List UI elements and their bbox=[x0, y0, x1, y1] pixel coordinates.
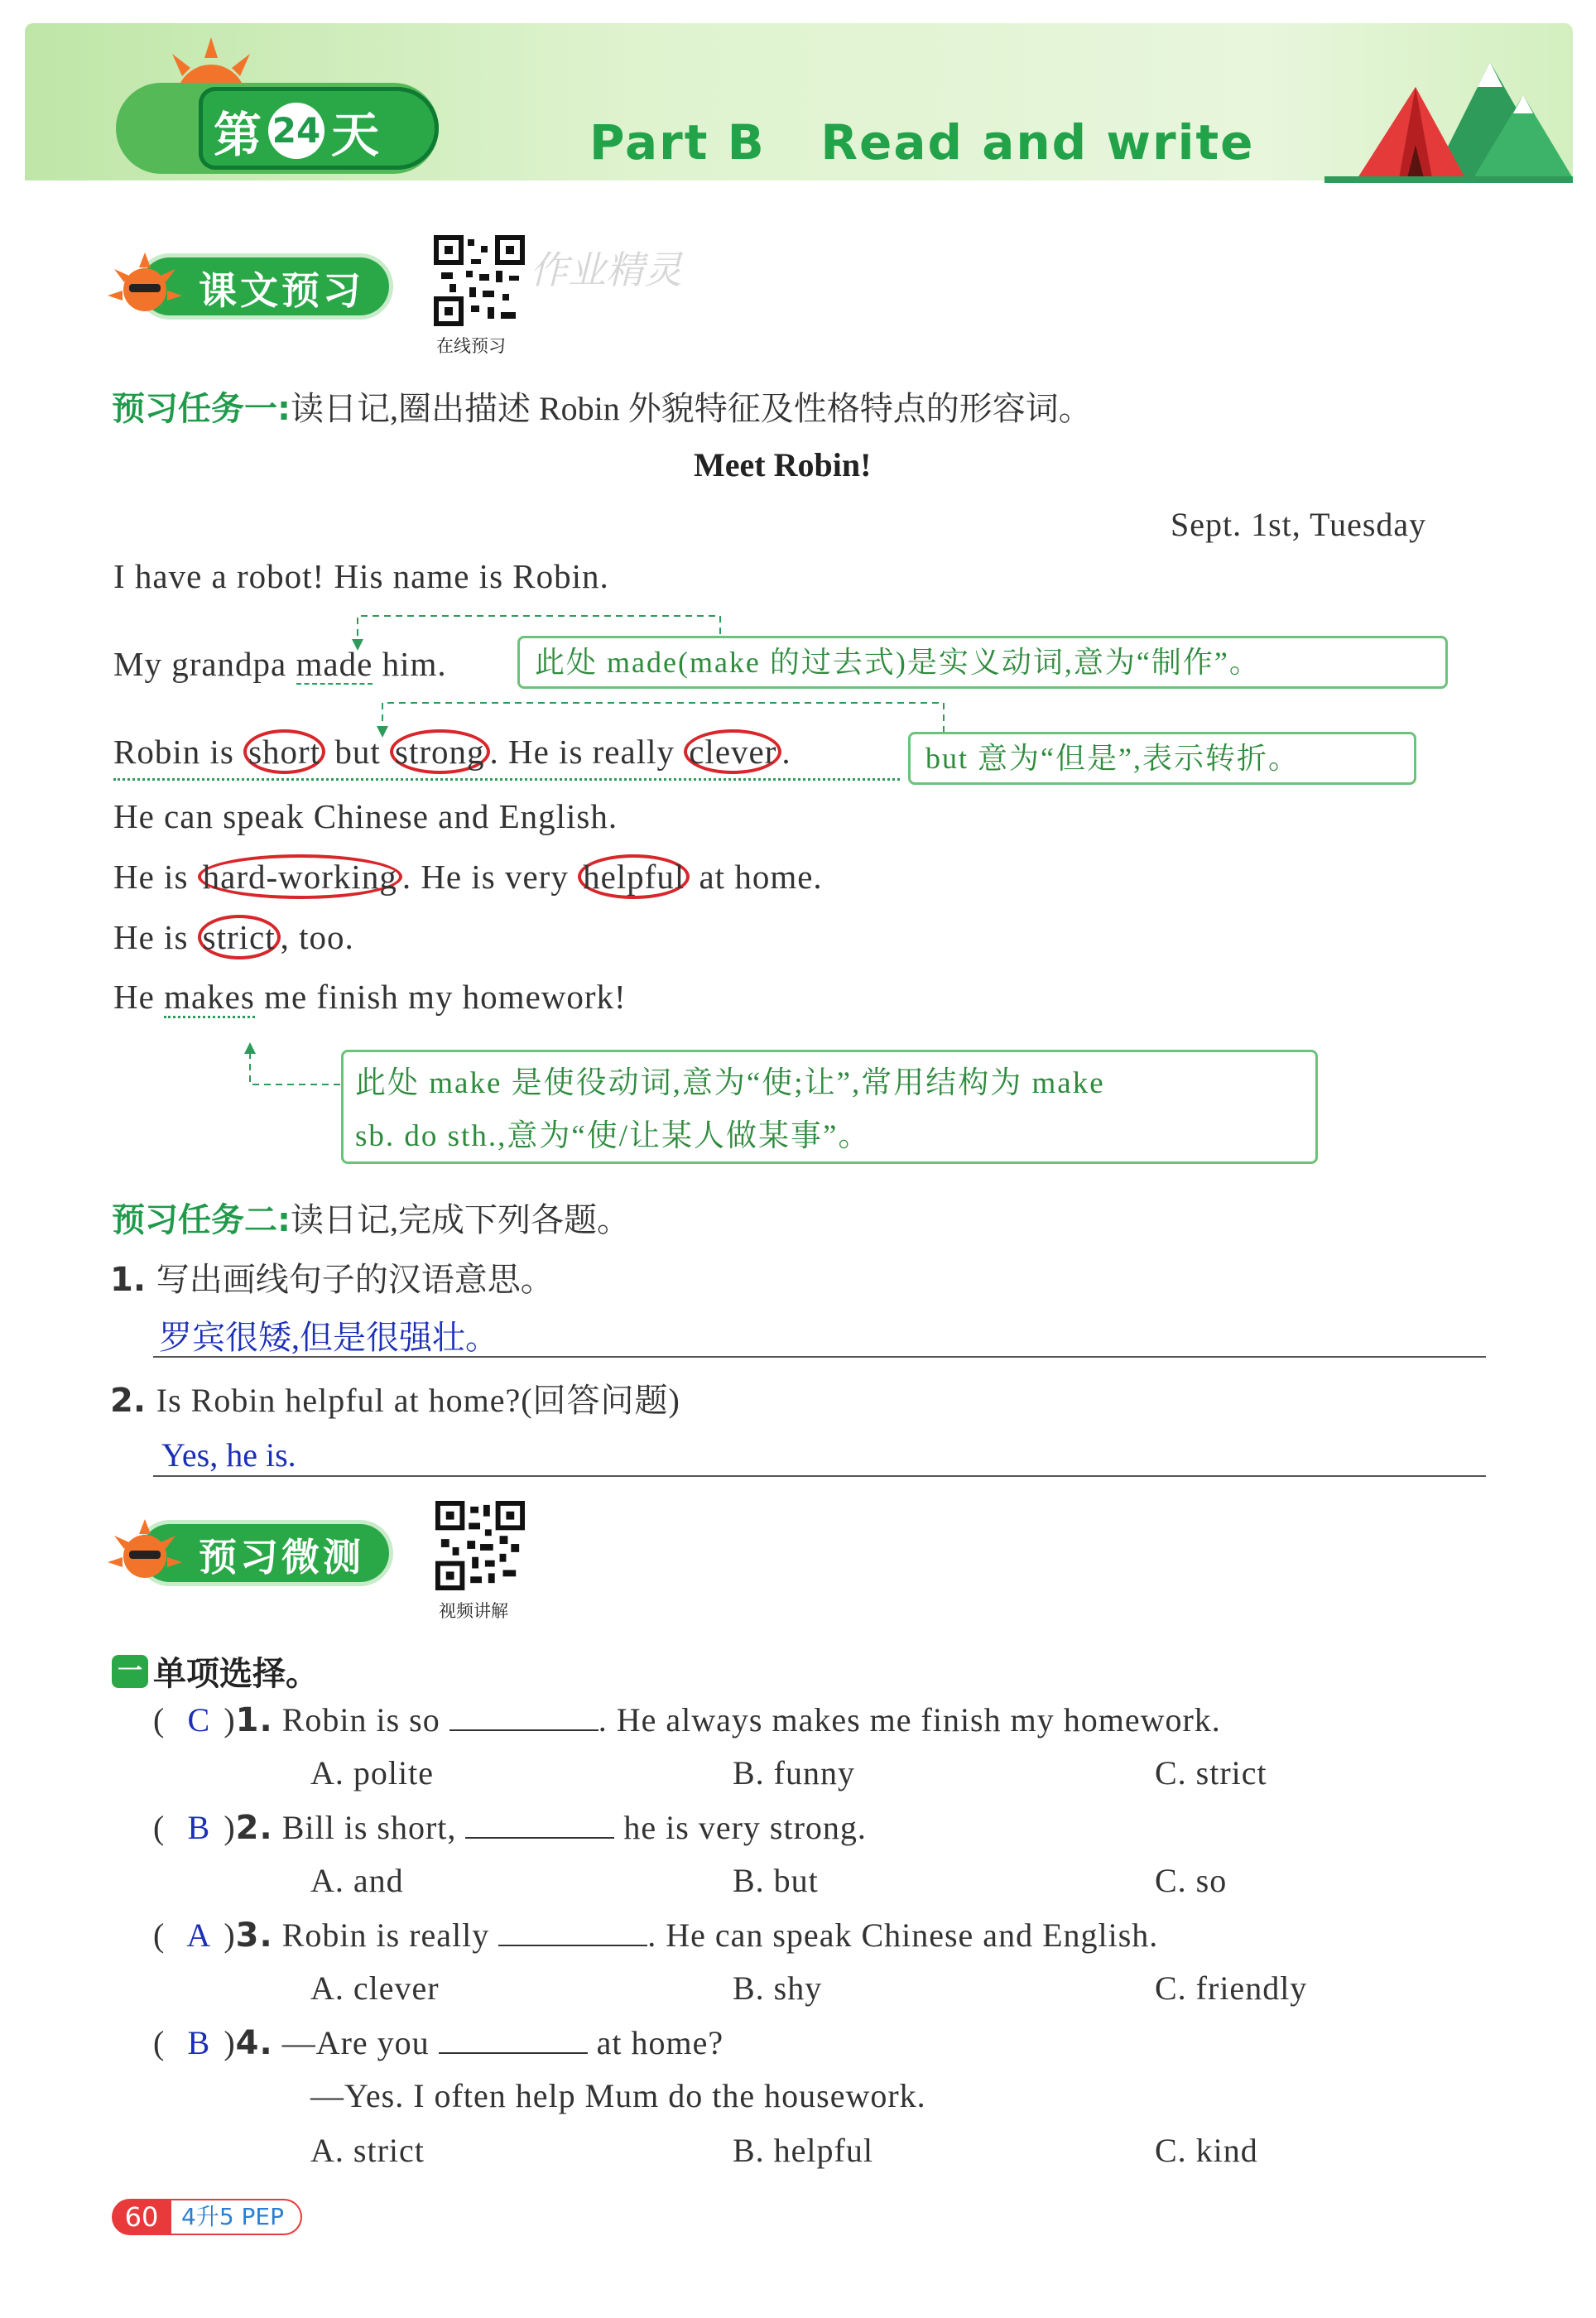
circled-short: short bbox=[243, 729, 325, 774]
option-a[interactable]: A. strict bbox=[310, 2132, 425, 2169]
question-stem-c: —Yes. I often help Mum do the housework. bbox=[310, 2077, 926, 2114]
answer-paren-open: ( bbox=[153, 1916, 175, 1954]
option-a[interactable]: A. clever bbox=[310, 1969, 440, 2007]
line3-a: Robin is bbox=[113, 733, 244, 771]
blank-line bbox=[498, 1920, 647, 1946]
section-badge-preview bbox=[108, 252, 393, 320]
question-item bbox=[153, 2023, 723, 2062]
diary-line-5 bbox=[113, 857, 823, 897]
question-number: 1. bbox=[235, 1701, 273, 1739]
option-c[interactable]: C. friendly bbox=[1155, 1969, 1308, 2007]
note-make bbox=[341, 1050, 1318, 1164]
page-footer bbox=[112, 2199, 302, 2235]
question-stem-b: at home? bbox=[587, 2024, 724, 2061]
line5-b: . He is very bbox=[401, 858, 579, 896]
day-prefix: 第 bbox=[214, 107, 262, 163]
q1-number: 1. bbox=[110, 1261, 147, 1299]
task2-prefix: 预习任务二: bbox=[112, 1201, 291, 1239]
line3-b: . He is really bbox=[489, 733, 685, 771]
answer-paren-open: ( bbox=[153, 2024, 175, 2061]
option-a[interactable]: A. and bbox=[310, 1862, 404, 1899]
q2-text: Is Robin helpful at home?(回答问题) bbox=[156, 1382, 680, 1419]
answer-choice: A bbox=[186, 1916, 212, 1954]
diary-line-2 bbox=[113, 644, 447, 684]
day-suffix: 天 bbox=[331, 107, 380, 163]
task1-instruction bbox=[112, 382, 1092, 430]
line2-b: him. bbox=[373, 645, 447, 683]
option-c[interactable]: C. so bbox=[1155, 1862, 1228, 1899]
but-word: but bbox=[334, 733, 381, 771]
tent-mountain-icon bbox=[1324, 46, 1573, 186]
line5-c: at home. bbox=[690, 858, 823, 896]
qr-caption: 视频讲解 bbox=[439, 1601, 508, 1621]
answer-paren-close: ) bbox=[224, 1916, 236, 1954]
blank-line bbox=[449, 1705, 598, 1731]
answer-paren-open: ( bbox=[153, 1809, 175, 1846]
line6-a: He is bbox=[113, 918, 198, 956]
blank-line bbox=[439, 2027, 588, 2054]
option-b[interactable]: B. helpful bbox=[733, 2132, 873, 2169]
part1-title: 单项选择。 bbox=[153, 1655, 319, 1693]
sun-mascot-icon bbox=[108, 1519, 182, 1587]
note-but: but 意为“但是”,表示转折。 bbox=[908, 732, 1416, 785]
qr-caption: 在线预习 bbox=[436, 336, 506, 356]
answer-2: Yes, he is. bbox=[161, 1436, 296, 1474]
diary-line-4: He can speak Chinese and English. bbox=[113, 797, 618, 835]
wavy-underline-1 bbox=[113, 778, 900, 781]
answer-line-1 bbox=[153, 1356, 1486, 1358]
diary-line-7 bbox=[113, 977, 627, 1017]
option-a[interactable]: A. polite bbox=[310, 1754, 434, 1791]
watermark-text: 作业精灵 bbox=[530, 248, 682, 292]
answer-paren-close: ) bbox=[224, 2024, 236, 2061]
answer-choice: B bbox=[187, 2024, 211, 2061]
question-item bbox=[153, 1808, 867, 1847]
question-item bbox=[153, 1916, 1158, 1955]
task2-instruction bbox=[112, 1194, 630, 1241]
section-badge-quiz bbox=[108, 1519, 393, 1587]
line7-b: me finish my homework! bbox=[254, 978, 627, 1016]
qr-code-icon[interactable] bbox=[433, 234, 526, 327]
line2-a: My grandpa bbox=[113, 645, 296, 683]
line3-c: . bbox=[781, 733, 791, 771]
arrow-connector-makes bbox=[240, 1039, 348, 1089]
task2-q1 bbox=[110, 1253, 554, 1301]
diary-line-6 bbox=[113, 917, 354, 957]
question-stem-b: . He always makes me finish my homework. bbox=[598, 1701, 1221, 1738]
page-number: 60 bbox=[112, 2199, 171, 2235]
note-made: 此处 made(make 的过去式)是实义动词,意为“制作”。 bbox=[517, 636, 1448, 689]
question-stem-a: —Are you bbox=[281, 2024, 439, 2061]
q2-number: 2. bbox=[110, 1382, 147, 1420]
answer-paren-close: ) bbox=[224, 1809, 236, 1846]
option-b[interactable]: B. shy bbox=[733, 1969, 823, 2007]
makes-word: makes bbox=[164, 978, 255, 1018]
note-make-line2: sb. do sth.,意为“使/让某人做某事”。 bbox=[355, 1119, 871, 1153]
part1-header bbox=[112, 1647, 319, 1695]
section-label: 预习微测 bbox=[199, 1535, 364, 1580]
series-label: 4升5 PEP bbox=[171, 2199, 302, 2235]
task2-text: 读日记,完成下列各题。 bbox=[291, 1201, 630, 1238]
question-stem-a: Bill is short, bbox=[281, 1809, 466, 1846]
blank-line bbox=[465, 1812, 614, 1839]
question-number: 2. bbox=[235, 1809, 273, 1847]
made-word: made bbox=[296, 645, 373, 683]
note-make-line1: 此处 make 是使役动词,意为“使;让”,常用结构为 make bbox=[355, 1066, 1105, 1100]
answer-choice: C bbox=[187, 1701, 211, 1738]
option-c[interactable]: C. strict bbox=[1155, 1754, 1267, 1791]
qr-code-icon[interactable] bbox=[435, 1500, 526, 1591]
line5-a: He is bbox=[113, 858, 198, 896]
question-stem-a: Robin is really bbox=[281, 1916, 499, 1954]
circled-clever: clever bbox=[684, 729, 781, 774]
answer-paren-close: ) bbox=[224, 1701, 236, 1738]
q1-text: 写出画线句子的汉语意思。 bbox=[156, 1261, 554, 1298]
question-item bbox=[153, 1700, 1221, 1739]
answer-line-2 bbox=[153, 1475, 1486, 1477]
line7-a: He bbox=[113, 978, 165, 1016]
section-label: 课文预习 bbox=[199, 268, 364, 313]
option-c[interactable]: C. kind bbox=[1155, 2132, 1258, 2169]
line6-b: , too. bbox=[280, 918, 354, 956]
day-label bbox=[214, 98, 379, 164]
task1-prefix: 预习任务一: bbox=[112, 390, 291, 428]
answer-choice: B bbox=[187, 1809, 211, 1846]
page-title: Part B Read and write bbox=[589, 114, 1255, 171]
diary-date: Sept. 1st, Tuesday bbox=[1171, 506, 1427, 543]
circled-strict: strict bbox=[198, 915, 281, 959]
answer-1: 罗宾很矮,但是很强壮。 bbox=[159, 1319, 498, 1356]
diary-line-1: I have a robot! His name is Robin. bbox=[113, 557, 609, 595]
option-b[interactable]: B. funny bbox=[733, 1754, 855, 1791]
question-stem-b: he is very strong. bbox=[614, 1809, 867, 1846]
question-stem-a: Robin is so bbox=[281, 1701, 449, 1738]
day-number: 24 bbox=[268, 103, 324, 159]
circled-helpful: helpful bbox=[578, 854, 690, 899]
circled-strong: strong bbox=[390, 729, 490, 774]
question-number: 3. bbox=[235, 1916, 273, 1955]
question-number: 4. bbox=[235, 2024, 273, 2062]
part1-badge: 一 bbox=[112, 1655, 148, 1688]
task1-text: 读日记,圈出描述 Robin 外貌特征及性格特点的形容词。 bbox=[291, 390, 1092, 427]
option-b[interactable]: B. but bbox=[733, 1862, 819, 1899]
sun-mascot-icon bbox=[108, 252, 182, 320]
question-stem-b: . He can speak Chinese and English. bbox=[647, 1916, 1159, 1954]
diary-title: Meet Robin! bbox=[694, 446, 872, 483]
task2-q2 bbox=[110, 1374, 680, 1421]
circled-hard-working: hard-working bbox=[198, 854, 402, 899]
diary-line-3 bbox=[113, 732, 791, 772]
answer-paren-open: ( bbox=[153, 1701, 175, 1738]
